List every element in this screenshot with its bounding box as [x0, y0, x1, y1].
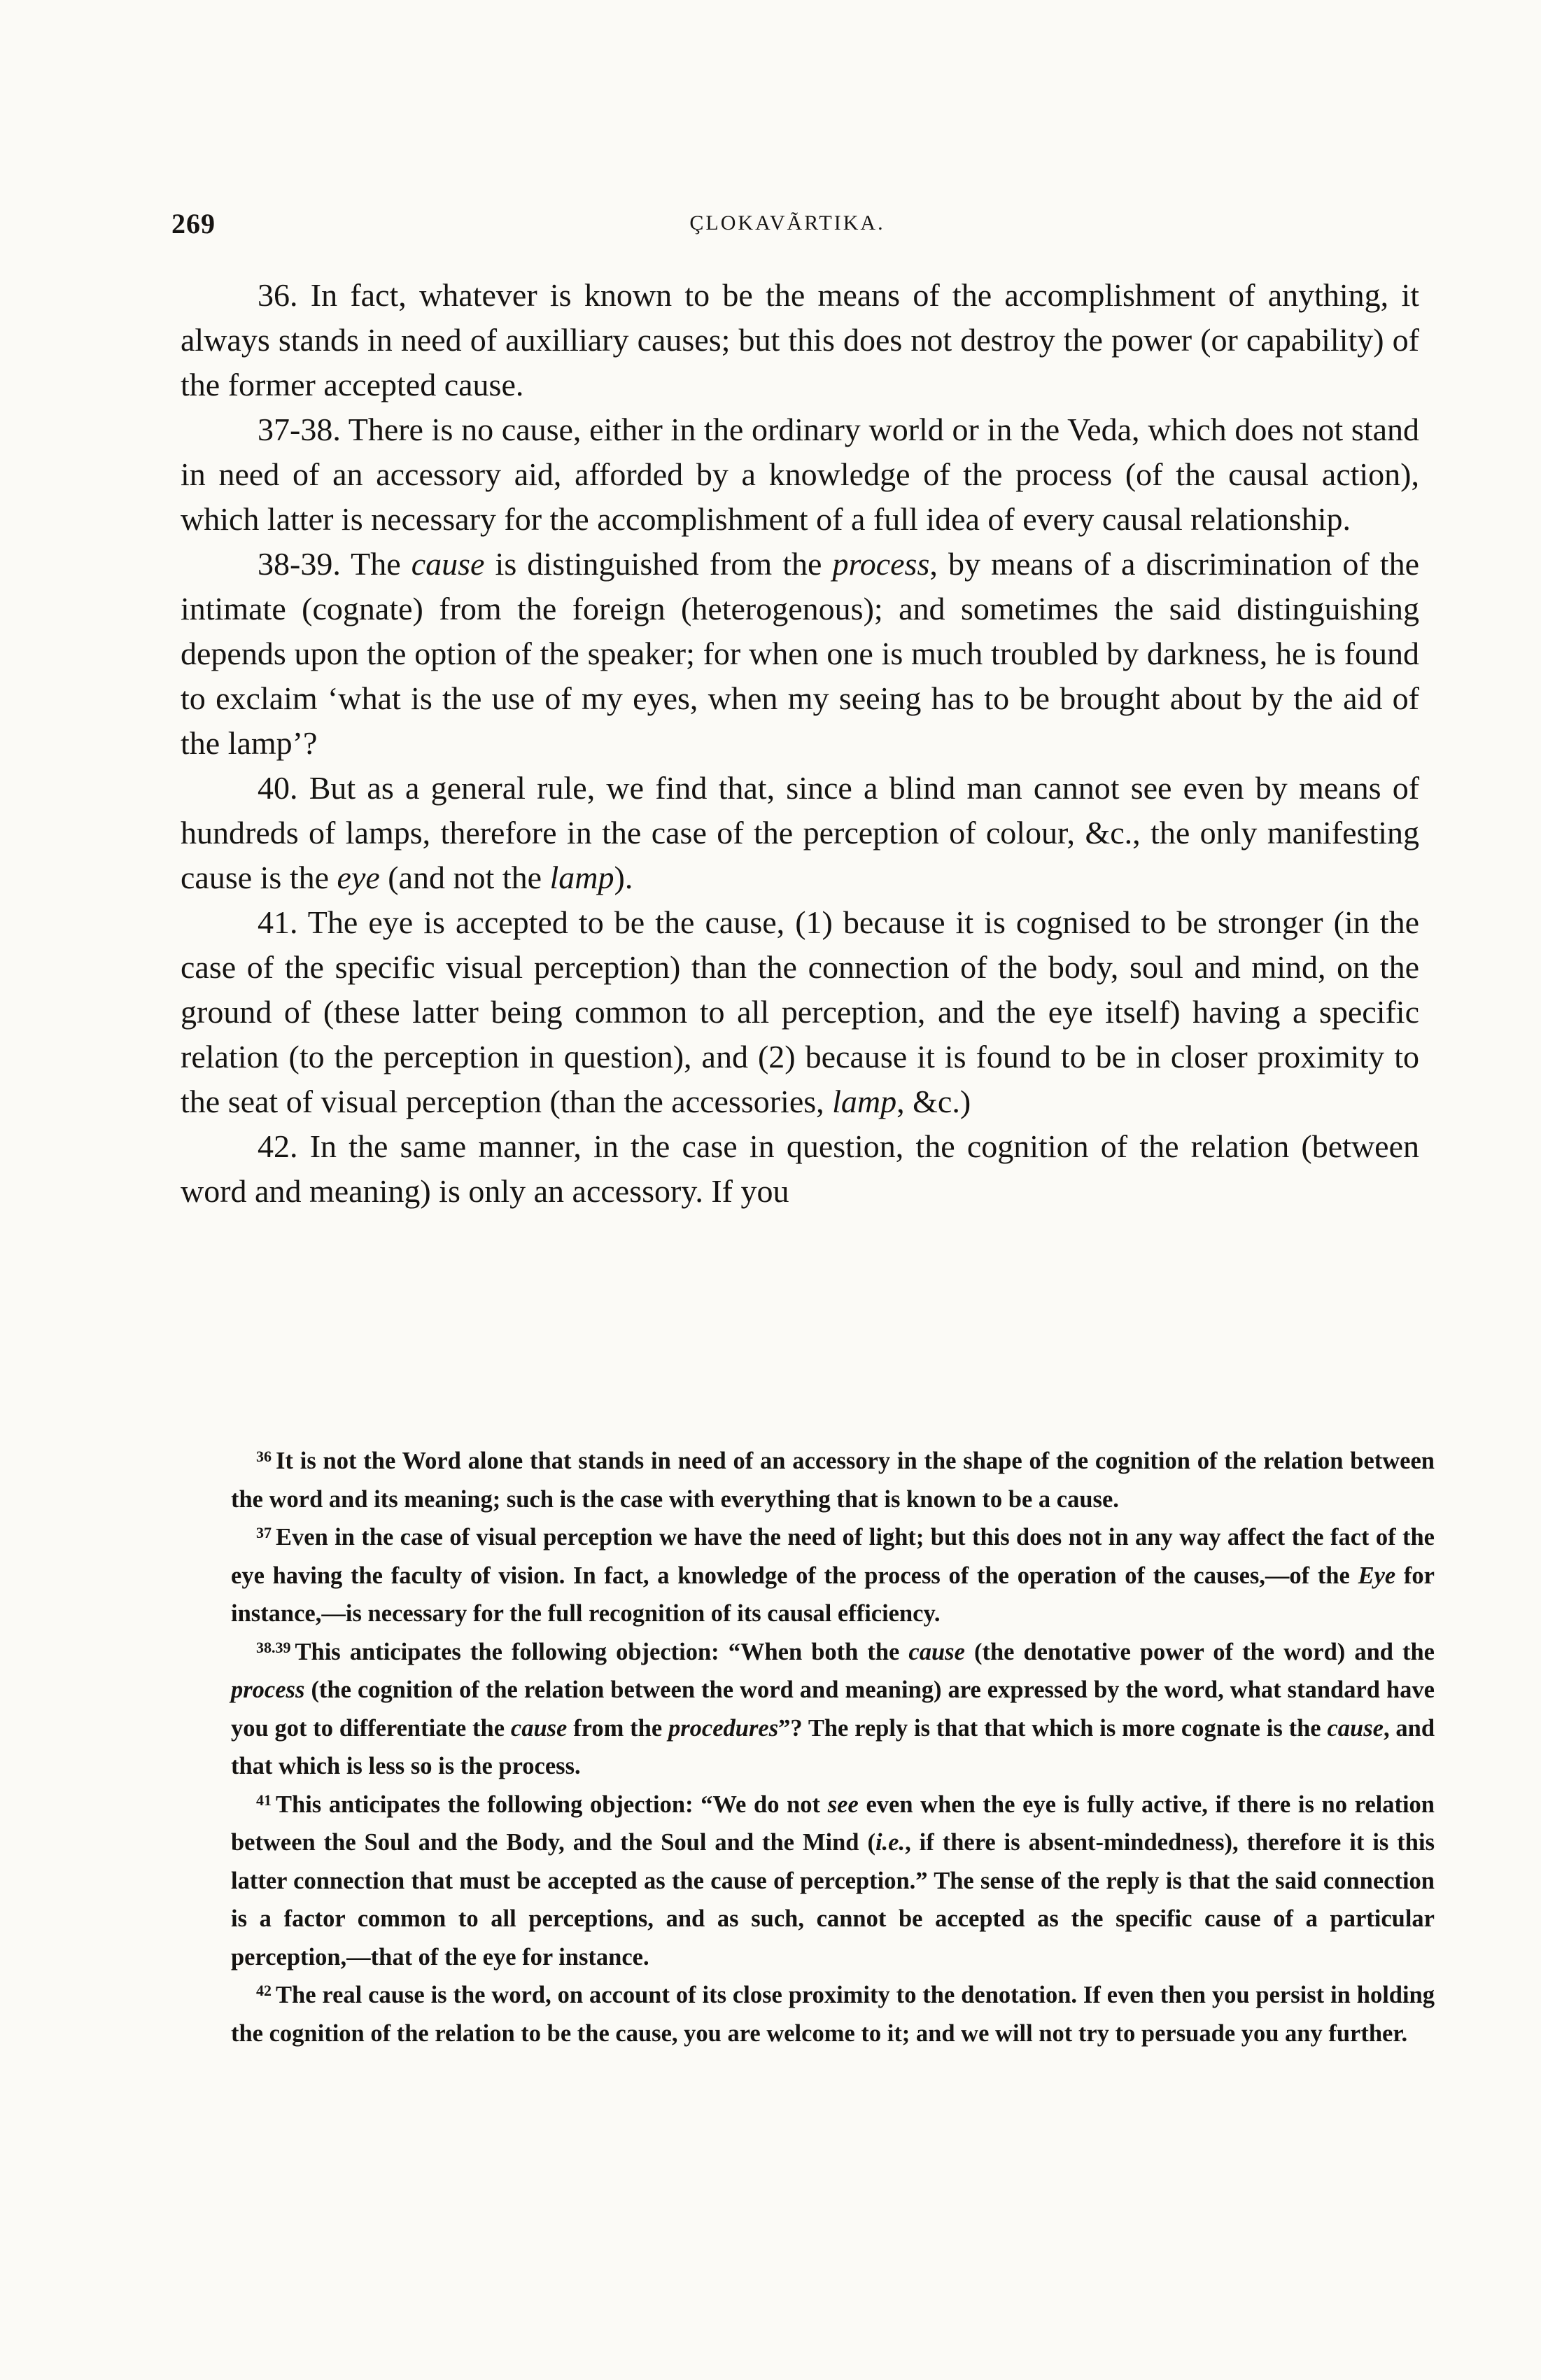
paragraph-text: There is no cause, either in the ordinary world or in the Veda, which does not stand in need of an accessory aid, afforded by a knowledge of the process (of the causal action), which latter is necessary for the accomplishment of a full idea of every causal relationship. — [181, 412, 1420, 537]
footnote-38-39 — [231, 1633, 1435, 1786]
text-run: This anticipates the following objection: “When both the — [295, 1638, 909, 1665]
page-number: 269 — [171, 208, 216, 239]
paragraph-38-39 — [181, 542, 1419, 766]
footnote-42 — [231, 1976, 1435, 2052]
emphasis-cause: cause — [411, 546, 485, 582]
footnote-text: The real cause is the word, on account of its close proximity to the denotation. If even then you persist in holding the cognition of the relation to be the cause, you are welcome to it; and we will not try to persuade you any further. — [231, 1982, 1435, 2047]
verse-number: 36. — [258, 277, 298, 313]
emphasis-eye: Eye — [1358, 1562, 1396, 1589]
emphasis-process: process — [832, 546, 930, 582]
emphasis-cause: cause — [908, 1638, 965, 1665]
emphasis-see: see — [827, 1791, 859, 1818]
text-run: , &c.) — [896, 1084, 971, 1119]
text-run: (and not the — [379, 860, 550, 895]
verse-number: 42. — [258, 1128, 298, 1164]
paragraph-42 — [181, 1124, 1419, 1214]
text-run: The — [351, 546, 411, 582]
page-header — [171, 207, 1403, 249]
text-run: , by means of a discrimination of the intimate (cognate) from the foreign (heterogenous); and sometimes the said distinguishing depends upon the option of the speaker; for when one is much troubled by darkness, he is found to exclaim ‘what is the use of my eyes, when my seeing has to be brought about by the aid of the lamp’? — [181, 546, 1419, 761]
emphasis-procedures: procedures — [668, 1714, 779, 1742]
verse-number: 40. — [258, 770, 298, 806]
footnote-mark: 41 — [256, 1791, 272, 1809]
emphasis-eye: eye — [337, 860, 380, 895]
text-run: But as a general rule, we find that, since a blind man cannot see even by means of hundreds of lamps, therefore in the case of the perception of colour, &c., the only manifesting cause is the — [181, 770, 1420, 895]
text-run: even when the eye is fully active, if there is no relation between the Soul and the Body, and the Soul and the Mind ( — [231, 1791, 1435, 1856]
footnote-37 — [231, 1518, 1435, 1633]
verse-number: 37-38. — [258, 412, 341, 447]
paragraph-41 — [181, 900, 1419, 1124]
verse-number: 41. — [258, 904, 298, 940]
text-run: ). — [614, 860, 633, 895]
footnote-mark: 42 — [256, 1982, 272, 1999]
text-run: for instance,—is necessary for the full recognition of its causal efficiency. — [231, 1562, 1435, 1627]
text-run: , if there is absent-mindedness), therefore it is this latter connection that must be accepted as the cause of perception.” The sense of the reply is that the said connection is a factor common to all perceptions, and as such, cannot be accepted as the specific cause of a particular perception,—that of the eye for instance. — [231, 1829, 1435, 1970]
text-run: The eye is accepted to be the cause, (1) because it is cognised to be stronger (in the case of the specific visual perception) than the connection of the body, soul and mind, on the ground of (these latter being common to all perception, and the eye itself) having a specific relation (to the perception in question), and (2) because it is found to be in closer proximity to the seat of visual perception (than the accessories, — [181, 904, 1420, 1119]
footnote-text: It is not the Word alone that stands in need of an accessory in the shape of the cognition of the relation between the word and its meaning; such is the case with everything that is known to be a cause. — [231, 1448, 1435, 1513]
emphasis-process: process — [231, 1676, 305, 1703]
paragraph-37-38 — [181, 407, 1419, 542]
emphasis-lamp: lamp — [832, 1084, 897, 1119]
text-run: , and that which is less so is the process. — [231, 1714, 1435, 1779]
text-run: (the denotative power of the word) and the — [964, 1638, 1435, 1665]
running-title: ÇLOKAVÃRTIKA. — [689, 211, 885, 234]
emphasis-ie: i.e. — [875, 1829, 906, 1856]
text-run: ”? The reply is that that which is more cognate is the — [778, 1714, 1328, 1742]
footnote-mark: 37 — [256, 1524, 272, 1541]
footnote-mark: 36 — [256, 1448, 272, 1465]
emphasis-lamp: lamp — [549, 860, 614, 895]
main-text — [181, 273, 1419, 1214]
text-run: Even in the case of visual perception we have the need of light; but this does not in any way affect the fact of the eye having the faculty of vision. In fact, a knowledge of the process of the operation of the causes,—of the — [231, 1524, 1435, 1589]
paragraph-36 — [181, 273, 1419, 407]
text-run: This anticipates the following objection: “We do not — [276, 1791, 828, 1818]
paragraph-40 — [181, 766, 1419, 900]
footnote-mark: 38.39 — [256, 1638, 291, 1656]
verse-number: 38-39. — [258, 546, 341, 582]
text-run: from the — [567, 1714, 668, 1742]
paragraph-text: In the same manner, in the case in question, the cognition of the relation (between word and meaning) is only an accessory. If you — [181, 1128, 1419, 1209]
text-run: (the cognition of the relation between the word and meaning) are expressed by the word, what standard have you got to differentiate the — [231, 1676, 1435, 1742]
text-run: is distinguished from the — [484, 546, 833, 582]
emphasis-cause: cause — [1327, 1714, 1384, 1742]
footnote-36 — [231, 1442, 1435, 1518]
footnote-41 — [231, 1786, 1435, 1977]
footnotes — [231, 1442, 1435, 2052]
emphasis-cause: cause — [510, 1714, 568, 1742]
paragraph-text: In fact, whatever is known to be the means of the accomplishment of anything, it always stands in need of auxilliary causes; but this does not destroy the power (or capability) of the former accepted cause. — [181, 277, 1420, 402]
